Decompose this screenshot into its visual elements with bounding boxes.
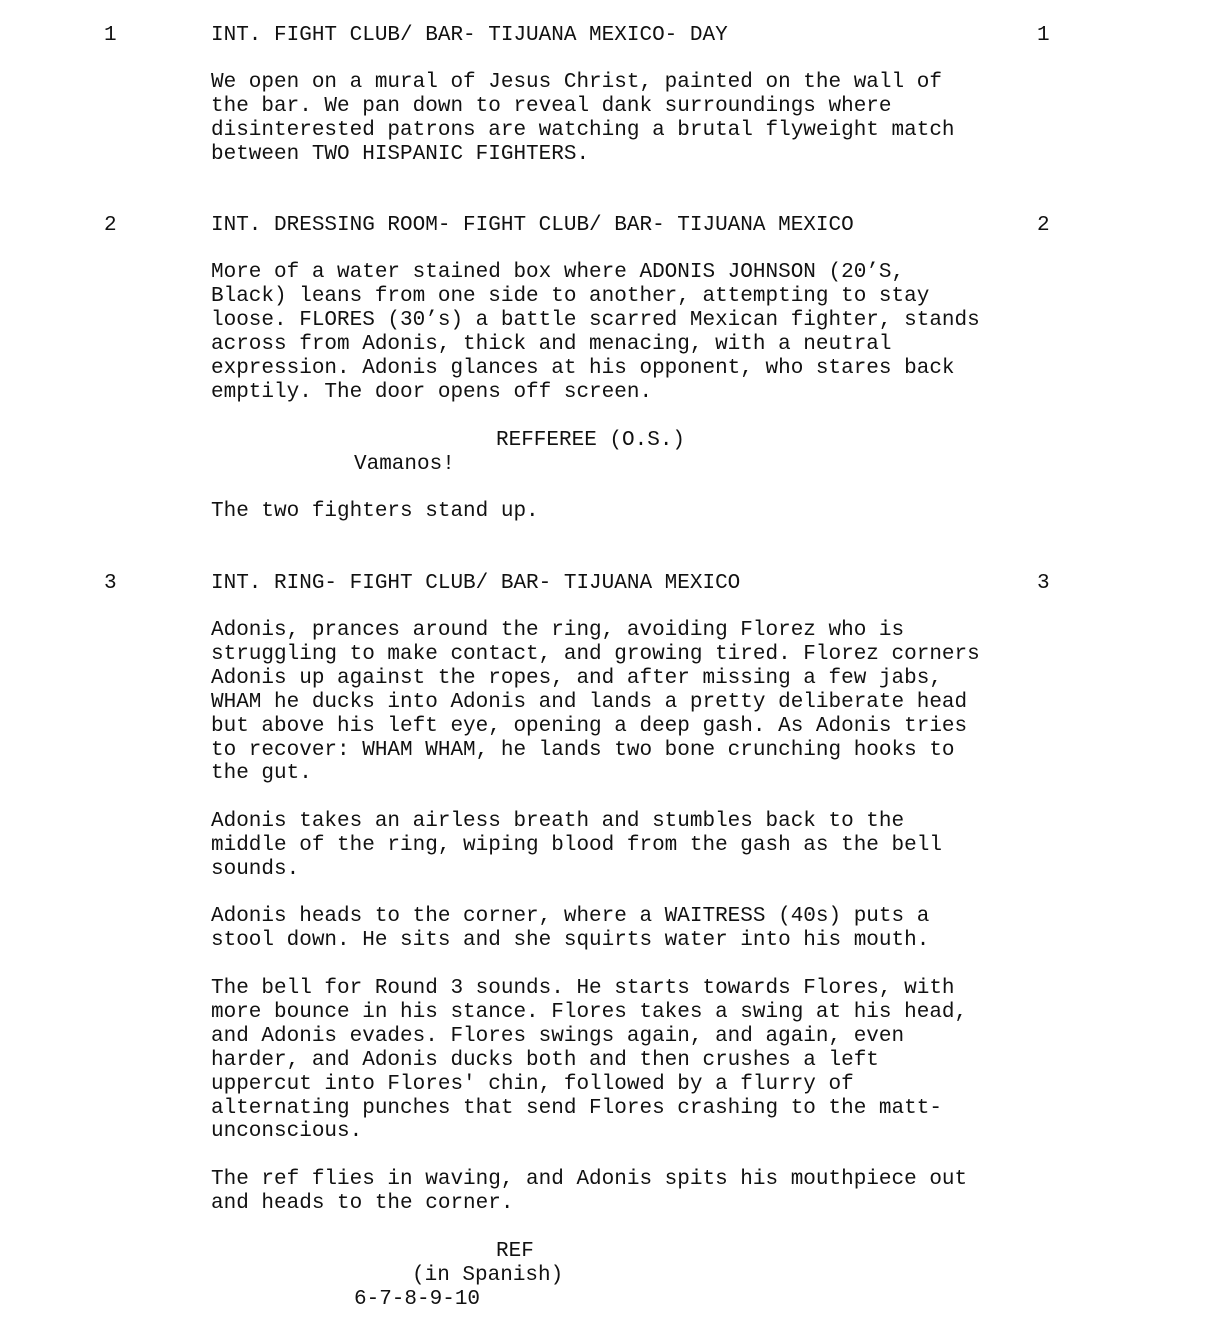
dialogue-line: 6-7-8-9-10: [354, 1288, 481, 1311]
parenthetical: (in Spanish): [412, 1264, 564, 1287]
scene-heading: INT. RING- FIGHT CLUB/ BAR- TIJUANA MEXICO: [211, 572, 741, 595]
action-paragraph: Adonis takes an airless breath and stumbles back to the middle of the ring, wiping blood from the gash as the bell sounds.: [211, 810, 942, 881]
action-paragraph: Adonis heads to the corner, where a WAITRESS (40s) puts a stool down. He sits and she squirts water into his mouth.: [211, 905, 930, 952]
action-paragraph: The two fighters stand up.: [211, 500, 539, 523]
scene-number-right: 2: [1037, 214, 1050, 237]
action-paragraph: The ref flies in waving, and Adonis spits his mouthpiece out and heads to the corner.: [211, 1168, 968, 1215]
action-paragraph: We open on a mural of Jesus Christ, painted on the wall of the bar. We pan down to reveal dank surroundings where disinterested patrons are watching a brutal flyweight match between TWO HISPANIC FIGHTERS.: [211, 71, 955, 166]
character-name: REFFEREE (O.S.): [496, 429, 686, 452]
scene-number-left: 2: [104, 214, 117, 237]
action-paragraph: Adonis, prances around the ring, avoiding Florez who is struggling to make contact, and growing tired. Florez corners Adonis up against the ropes, and after missing a few jabs, WHAM he ducks into Adonis and lands a pretty deliberate head but above his left eye, opening a deep gash. As Adonis tries to recover: WHAM WHAM, he lands two bone crunching hooks to the gut.: [211, 619, 980, 786]
scene-number-left: 1: [104, 24, 117, 47]
dialogue-line: Vamanos!: [354, 453, 455, 476]
scene-heading: INT. DRESSING ROOM- FIGHT CLUB/ BAR- TIJUANA MEXICO: [211, 214, 854, 237]
action-paragraph: More of a water stained box where ADONIS JOHNSON (20’S, Black) leans from one side to another, attempting to stay loose. FLORES (30’s) a battle scarred Mexican fighter, stands across from Adonis, thick and menacing, with a neutral expression. Adonis glances at his opponent, who stares back emptily. The door opens off screen.: [211, 261, 980, 404]
scene-number-right: 3: [1037, 572, 1050, 595]
scene-heading: INT. FIGHT CLUB/ BAR- TIJUANA MEXICO- DAY: [211, 24, 728, 47]
action-paragraph: The bell for Round 3 sounds. He starts towards Flores, with more bounce in his stance. Flores takes a swing at his head, and Adonis evades. Flores swings again, and again, even harder, and Adonis ducks both and then crushes a left uppercut into Flores' chin, followed by a flurry of alternating punches that send Flores crashing to the matt- unconscious.: [211, 977, 968, 1144]
scene-number-right: 1: [1037, 24, 1050, 47]
scene-number-left: 3: [104, 572, 117, 595]
character-name: REF: [496, 1240, 534, 1263]
